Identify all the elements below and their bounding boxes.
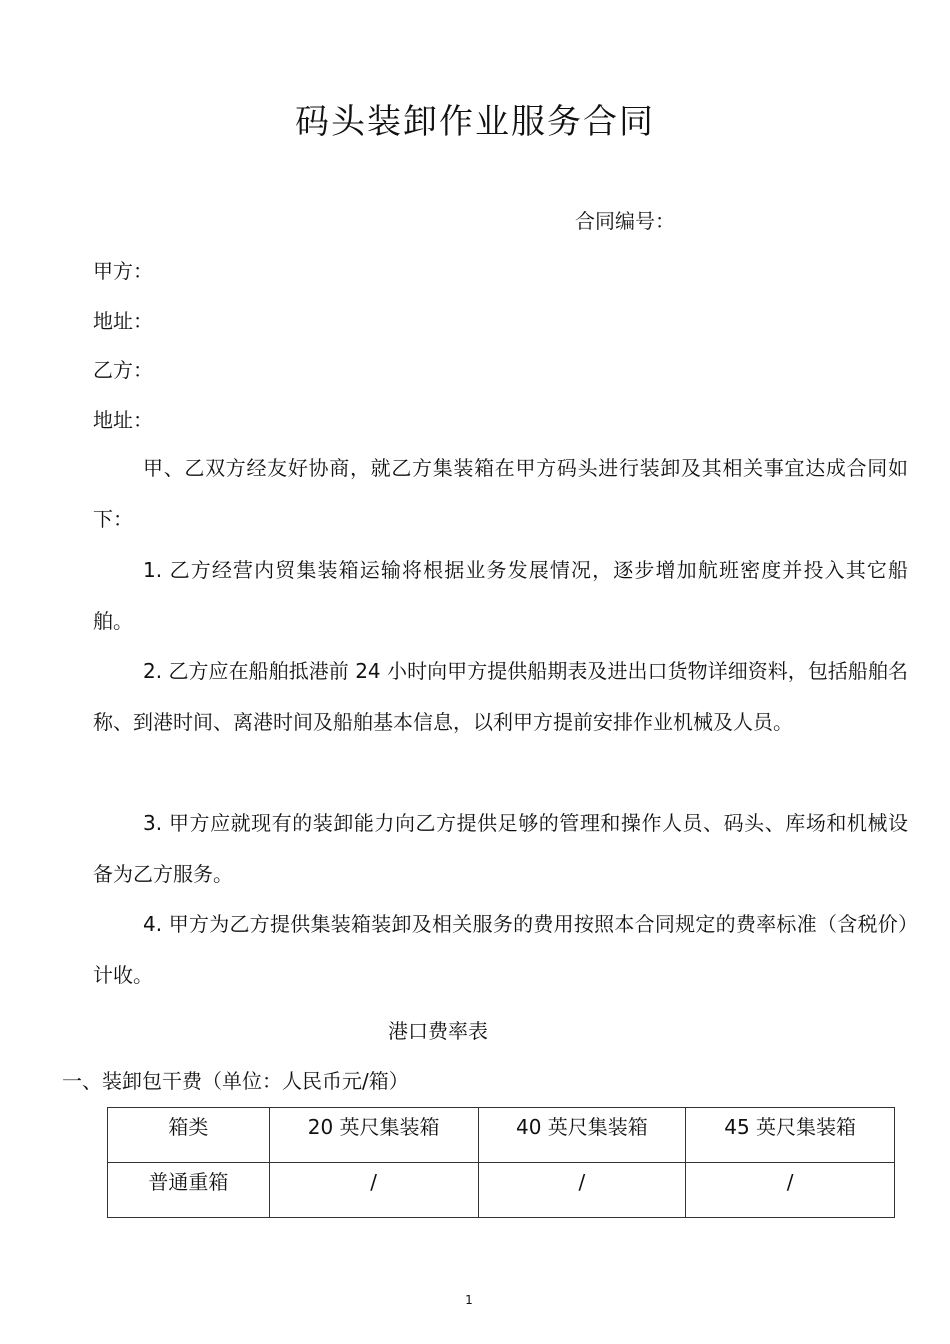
row-label-cell: 普通重箱 <box>108 1163 270 1218</box>
contract-title: 码头装卸作业服务合同 <box>295 102 655 142</box>
fee-value-cell: / <box>478 1163 686 1218</box>
header-cell-45ft: 45 英尺集装箱 <box>686 1108 895 1163</box>
party-a-address-label: 地址： <box>93 309 153 333</box>
fee-value-cell: / <box>686 1163 895 1218</box>
clause-4-paragraph: 4. 甲方为乙方提供集装箱装卸及相关服务的费用按照本合同规定的费率标准（含税价）计收。 <box>93 912 908 987</box>
preamble-paragraph: 甲、乙双方经友好协商，就乙方集装箱在甲方码头进行装卸及其相关事宜达成合同如下： <box>93 456 908 531</box>
header-cell-box-type: 箱类 <box>108 1108 270 1163</box>
party-a-label: 甲方： <box>93 259 153 283</box>
fee-section-heading: 一、装卸包干费（单位：人民币元/箱） <box>62 1069 409 1093</box>
fee-table-title: 港口费率表 <box>388 1019 488 1043</box>
fee-value-cell: / <box>269 1163 478 1218</box>
party-b-label: 乙方： <box>93 358 153 382</box>
clause-1-paragraph: 1. 乙方经营内贸集装箱运输将根据业务发展情况，逐步增加航班密度并投入其它船舶。 <box>93 558 908 633</box>
header-cell-40ft: 40 英尺集装箱 <box>478 1108 686 1163</box>
contract-number-label: 合同编号： <box>575 209 675 233</box>
clause-2-paragraph: 2. 乙方应在船舶抵港前 24 小时向甲方提供船期表及进出口货物详细资料，包括船舶名称、到港时间、离港时间及船舶基本信息，以利甲方提前安排作业机械及人员。 <box>93 659 908 734</box>
clause-3-paragraph: 3. 甲方应就现有的装卸能力向乙方提供足够的管理和操作人员、码头、库场和机械设备为乙方服务。 <box>93 811 908 886</box>
page-number: 1 <box>465 1293 473 1307</box>
party-b-address-label: 地址： <box>93 408 153 432</box>
table-row <box>108 1163 895 1218</box>
fee-table <box>107 1107 895 1218</box>
header-cell-20ft: 20 英尺集装箱 <box>269 1108 478 1163</box>
fee-table-header-row <box>108 1108 895 1163</box>
